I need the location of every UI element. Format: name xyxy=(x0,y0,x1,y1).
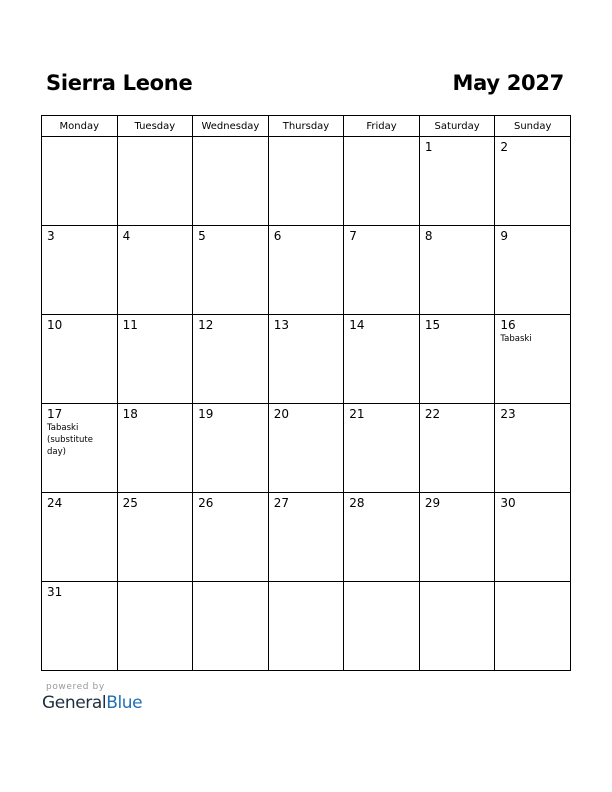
day-cell xyxy=(268,493,344,582)
day-cell xyxy=(117,137,193,226)
day-cell xyxy=(344,315,420,404)
day-number: 22 xyxy=(424,407,441,421)
brand-logo[interactable] xyxy=(42,693,142,713)
day-cell xyxy=(193,315,269,404)
day-cell xyxy=(117,226,193,315)
day-cell xyxy=(193,493,269,582)
day-number: 16 xyxy=(500,318,516,332)
day-cell xyxy=(495,493,571,582)
week-row xyxy=(42,493,571,582)
day-number xyxy=(344,582,419,585)
day-cell xyxy=(419,315,495,404)
day-number: 18 xyxy=(122,407,138,421)
day-cell xyxy=(419,404,495,493)
weekday-header: Wednesday xyxy=(193,116,269,137)
day-number: 25 xyxy=(122,496,138,510)
day-cell xyxy=(193,137,269,226)
day-number: 10 xyxy=(47,318,63,332)
day-cell xyxy=(495,226,571,315)
weekday-header: Sunday xyxy=(495,116,571,137)
day-number: 31 xyxy=(47,585,63,599)
day-number: 14 xyxy=(349,318,365,332)
day-number: 7 xyxy=(349,229,357,243)
day-cell xyxy=(42,137,118,226)
day-number xyxy=(118,582,193,585)
day-number: 30 xyxy=(500,496,516,510)
holiday-label-line: Tabaski xyxy=(500,334,532,344)
day-cell xyxy=(268,404,344,493)
day-cell xyxy=(419,582,495,671)
week-row xyxy=(42,404,571,493)
day-number xyxy=(193,137,268,140)
day-cell xyxy=(117,493,193,582)
day-number: 29 xyxy=(424,496,441,510)
day-number xyxy=(420,582,495,585)
day-cell xyxy=(42,404,118,493)
weekday-header: Tuesday xyxy=(117,116,193,137)
day-number: 26 xyxy=(198,496,214,510)
day-cell xyxy=(495,315,571,404)
brand-blue-text: Blue xyxy=(106,693,143,713)
day-cell xyxy=(117,315,193,404)
day-cell xyxy=(42,226,118,315)
day-number: 5 xyxy=(198,229,206,243)
week-row xyxy=(42,137,571,226)
week-row xyxy=(42,315,571,404)
month-title: May 2027 xyxy=(452,71,564,95)
weekday-header-row xyxy=(42,116,571,137)
weekday-header: Thursday xyxy=(268,116,344,137)
day-cell xyxy=(268,582,344,671)
day-cell xyxy=(42,582,118,671)
day-cell xyxy=(268,315,344,404)
week-row xyxy=(42,226,571,315)
weekday-header: Monday xyxy=(42,116,118,137)
day-number xyxy=(344,137,419,140)
holiday-label-line: Tabaski xyxy=(47,423,79,433)
day-number: 21 xyxy=(349,407,365,421)
day-cell xyxy=(495,582,571,671)
day-number xyxy=(118,137,193,140)
day-cell xyxy=(193,404,269,493)
day-cell xyxy=(344,404,420,493)
calendar-grid xyxy=(41,115,571,671)
powered-by-label: powered by xyxy=(46,682,105,692)
day-number: 23 xyxy=(500,407,516,421)
day-cell xyxy=(419,137,495,226)
day-number xyxy=(42,137,117,140)
day-number xyxy=(495,582,570,585)
weekday-header: Saturday xyxy=(419,116,495,137)
day-cell xyxy=(42,315,118,404)
day-number: 11 xyxy=(122,318,138,332)
day-number: 19 xyxy=(198,407,214,421)
holiday-label-line: (substitute day) xyxy=(47,435,93,457)
day-cell xyxy=(344,582,420,671)
day-number xyxy=(269,137,344,140)
day-number xyxy=(193,582,268,585)
day-number: 27 xyxy=(273,496,289,510)
day-cell xyxy=(268,226,344,315)
day-cell xyxy=(344,493,420,582)
day-cell xyxy=(344,226,420,315)
holiday-label xyxy=(42,421,117,458)
day-number: 9 xyxy=(500,229,509,243)
day-cell xyxy=(495,404,571,493)
day-cell xyxy=(193,226,269,315)
day-cell xyxy=(117,404,193,493)
day-number xyxy=(269,582,344,585)
day-cell xyxy=(117,582,193,671)
country-title: Sierra Leone xyxy=(46,71,193,95)
day-cell xyxy=(268,137,344,226)
day-cell xyxy=(419,493,495,582)
weekday-header: Friday xyxy=(344,116,420,137)
day-number: 12 xyxy=(198,318,214,332)
day-number: 1 xyxy=(424,140,433,154)
day-number: 17 xyxy=(47,407,63,421)
day-cell xyxy=(42,493,118,582)
holiday-label xyxy=(495,332,570,345)
day-cell xyxy=(193,582,269,671)
day-number: 4 xyxy=(122,229,131,243)
week-row xyxy=(42,582,571,671)
day-number: 28 xyxy=(349,496,365,510)
day-number: 2 xyxy=(500,140,509,154)
day-cell xyxy=(419,226,495,315)
day-number: 13 xyxy=(273,318,289,332)
day-number: 6 xyxy=(273,229,282,243)
day-cell xyxy=(344,137,420,226)
day-number: 3 xyxy=(47,229,55,243)
day-number: 24 xyxy=(47,496,63,510)
day-number: 15 xyxy=(424,318,441,332)
brand-general-text: General xyxy=(42,693,107,713)
day-number: 8 xyxy=(424,229,433,243)
day-number: 20 xyxy=(273,407,289,421)
day-cell xyxy=(495,137,571,226)
